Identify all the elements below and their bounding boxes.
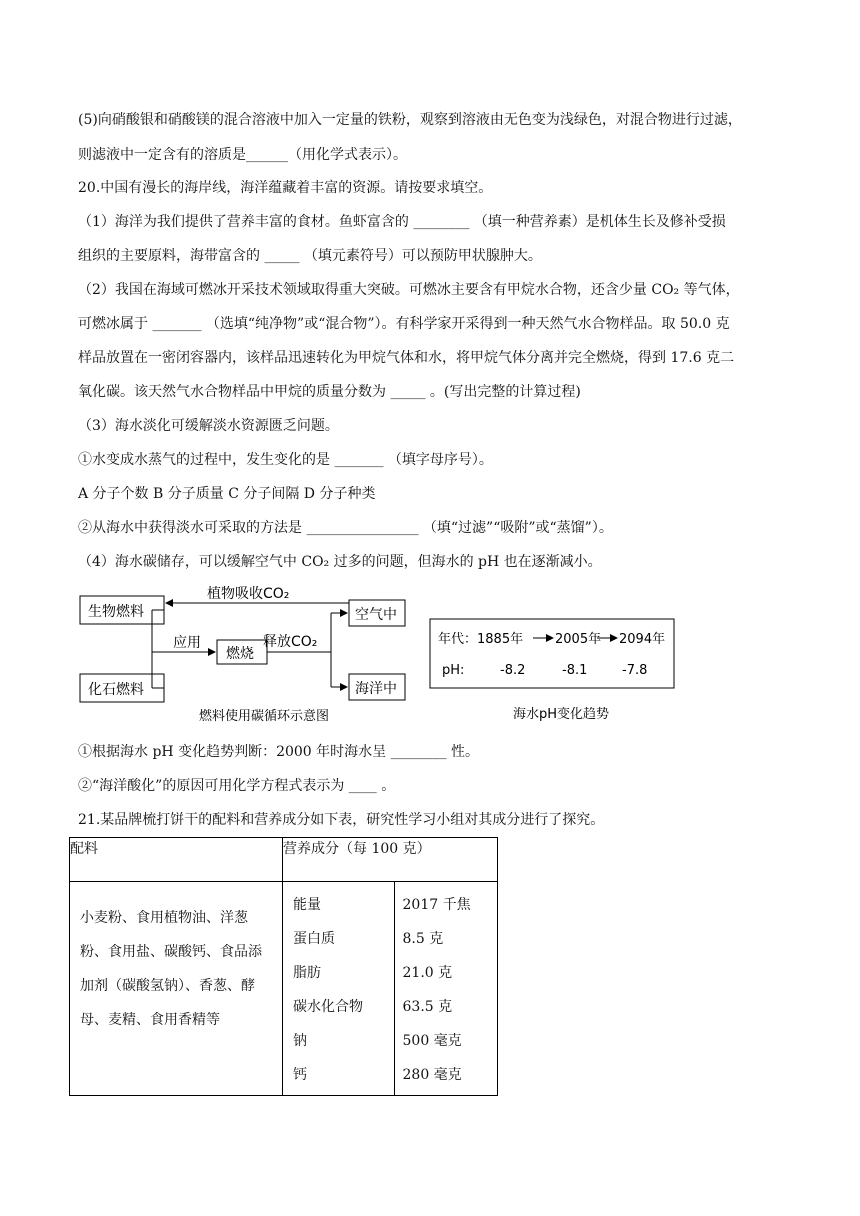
fossil-fuel-label: 化石燃料 <box>88 682 144 698</box>
nutrition-table <box>69 837 498 1096</box>
diagram-caption: 燃料使用碳循环示意图 <box>199 709 330 724</box>
q21-stem: 21.某品牌梳打饼干的配料和营养成分如下表，研究性学习小组对其成分进行了探究。 <box>78 812 605 828</box>
q20-3-options: A 分子个数 B 分子质量 C 分子间隔 D 分子种类 <box>78 486 376 502</box>
q20-4-2: ②“海洋酸化”的原因可用化学方程式表示为 ____ 。 <box>78 778 396 794</box>
year-2094: 2094年 <box>619 632 666 647</box>
ph-caption: 海水pH变化趋势 <box>513 707 610 722</box>
q20-3-1: ①水变成水蒸气的过程中，发生变化的是 _______ （填字母序号）。 <box>78 452 493 468</box>
ingredients-cell <box>70 882 283 1096</box>
q19-5-line1: (5)向硝酸银和硝酸镁的混合溶液中加入一定量的铁粉，观察到溶液由无色变为浅绿色，对混合物进行过滤， <box>78 112 742 128</box>
q20-3-2: ②从海水中获得淡水可采取的方法是 ________________ （填“过滤”“吸附”或“蒸馏”）。 <box>78 520 613 536</box>
amount-sodium: 500 毫克 <box>402 1033 462 1049</box>
nutrient-fat: 脂肪 <box>293 965 321 981</box>
amount-protein: 8.5 克 <box>402 931 444 947</box>
ph-label: pH: <box>442 663 465 678</box>
q20-4-stem: （4）海水碳储存，可以缓解空气中 CO₂ 过多的问题，但海水的 pH 也在逐渐减小。 <box>78 554 602 570</box>
amount-carbs: 63.5 克 <box>402 999 453 1015</box>
apply-label: 应用 <box>173 635 201 651</box>
nutrient-names-cell <box>283 882 395 1096</box>
q20-2-line2: 可燃冰属于 _______ （选填“纯净物”或“混合物”）。有科学家开采得到一种天然气水合物样品。取 50.0 克 <box>78 316 730 332</box>
release-label: 释放CO₂ <box>263 634 318 650</box>
q20-3-stem: （3）海水淡化可缓解淡水资源匮乏问题。 <box>78 418 339 434</box>
nutrient-calcium: 钙 <box>293 1067 307 1083</box>
year-2005: 2005年 <box>555 632 602 647</box>
burn-label: 燃烧 <box>226 646 254 662</box>
ph-2094: -7.8 <box>622 663 648 678</box>
q20-2-line3: 样品放置在一密闭容器内，该样品迅速转化为甲烷气体和水，将甲烷气体分离并完全燃烧，得到 17.6 克二 <box>78 350 735 366</box>
nutrient-carbs: 碳水化合物 <box>293 999 363 1015</box>
amount-fat: 21.0 克 <box>402 965 453 981</box>
nutrient-protein: 蛋白质 <box>293 931 335 947</box>
q20-4-1: ①根据海水 pH 变化趋势判断：2000 年时海水呈 ________ 性。 <box>78 744 480 760</box>
plant-absorb-label: 植物吸收CO₂ <box>207 586 290 602</box>
ph-2005: -8.1 <box>562 663 588 678</box>
air-label: 空气中 <box>355 607 397 623</box>
nutrient-energy: 能量 <box>293 897 321 913</box>
ocean-label: 海洋中 <box>355 681 397 697</box>
header-ingredients: 配料 <box>70 838 283 882</box>
year-label: 年代：1885年 <box>438 632 524 647</box>
nutrient-sodium: 钠 <box>293 1033 307 1049</box>
ingredients-text: 小麦粉、食用植物油、洋葱粉、食用盐、碳酸钙、食品添加剂（碳酸氢钠）、香葱、酵母、麦精、食用香精等 <box>80 910 262 1028</box>
q20-2-line4: 氧化碳。该天然气水合物样品中甲烷的质量分数为 _____ 。(写出完整的计算过程) <box>78 384 581 400</box>
amount-calcium: 280 毫克 <box>402 1067 462 1083</box>
amount-energy: 2017 千焦 <box>402 897 471 913</box>
header-nutrients: 营养成分（每 100 克） <box>283 838 498 882</box>
biofuel-label: 生物燃料 <box>88 604 144 620</box>
q20-1-line1: （1）海洋为我们提供了营养丰富的食材。鱼虾富含的 ________ （填一种营养素）是机体生长及修补受损 <box>78 214 726 230</box>
ph-1885: -8.2 <box>500 663 526 678</box>
q20-1-line2: 组织的主要原料，海带富含的 _____ （填元素符号）可以预防甲状腺肿大。 <box>78 248 542 264</box>
nutrient-amounts-cell <box>394 882 497 1096</box>
q19-5-line2: 则滤液中一定含有的溶质是______（用化学式表示）。 <box>78 147 407 163</box>
q20-2-line1: （2）我国在海域可燃冰开采技术领域取得重大突破。可燃冰主要含有甲烷水合物，还含少量 CO₂ 等气体， <box>78 282 740 298</box>
q20-stem: 20.中国有漫长的海岸线，海洋蕴藏着丰富的资源。请按要求填空。 <box>78 180 493 196</box>
